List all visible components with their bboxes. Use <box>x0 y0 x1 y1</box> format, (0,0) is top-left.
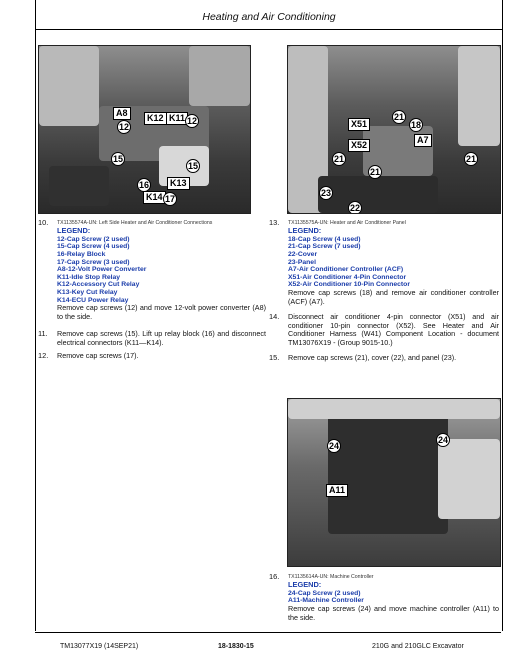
legend-item: K13-Key Cut Relay <box>57 288 118 296</box>
legend-item: 16-Relay Block <box>57 251 106 258</box>
legend-item: X51-Air Conditioner 4-Pin Connector <box>288 273 407 281</box>
header-frame <box>35 0 503 30</box>
callout-12-right: 12 <box>186 116 197 126</box>
callout-15-left: 15 <box>112 154 123 164</box>
legend-item: X52-Air Conditioner 10-Pin Connector <box>288 281 410 289</box>
legend-item: A7-Air Conditioner Controller (ACF) <box>288 266 404 274</box>
legend-title: LEGEND: <box>288 226 322 236</box>
callout-16: 16 <box>138 180 149 190</box>
callout-23: 23 <box>320 188 331 198</box>
step-number: 14. <box>269 312 280 321</box>
footer-rule <box>35 632 501 633</box>
callout-k12: K12 <box>144 112 167 125</box>
callout-21-top: 21 <box>393 112 404 122</box>
step-number: 11. <box>38 329 48 338</box>
legend-item: 23-Panel <box>288 258 316 266</box>
figure-caption: TX1135614A-UN: Machine Controller <box>288 574 374 580</box>
legend-item: A8-12-Volt Power Converter <box>57 266 147 274</box>
step-number: 10. <box>38 218 49 227</box>
callout-x52: X52 <box>348 139 370 152</box>
step-text: Remove cap screws (17). <box>57 351 139 360</box>
footer-page-number: 18-1830-15 <box>218 643 254 650</box>
legend-item: 18-Cap Screw (4 used) <box>288 235 361 243</box>
figure-machine-controller <box>287 398 501 567</box>
legend-item: 21-Cap Screw (7 used) <box>288 243 361 251</box>
step-text: Remove cap screws (18) and remove air conditioner controller (ACF) (A7). <box>288 287 499 306</box>
legend-item: 22-Cover <box>288 251 318 258</box>
figure-caption: TX1135574A-UN: Left Side Heater and Air Conditioner Connections <box>57 220 213 226</box>
figure-left-side-connections <box>38 45 251 214</box>
step-text: Remove cap screws (24) and move machine controller (A11) to the side. <box>288 604 499 622</box>
callout-24-right: 24 <box>437 435 448 445</box>
step-number: 16. <box>269 572 280 581</box>
callout-x51: X51 <box>348 118 370 131</box>
figure-ac-panel <box>287 45 501 214</box>
callout-21-bottom: 21 <box>369 167 380 177</box>
figure-caption: TX1135575A-UN: Heater and Air Conditioner Panel <box>288 220 406 226</box>
callout-k13: K13 <box>167 177 190 190</box>
step-number: 12. <box>38 351 49 360</box>
step-text: Remove cap screws (21), cover (22), and panel (23). <box>288 353 457 362</box>
footer-model: 210G and 210GLC Excavator <box>372 643 464 650</box>
callout-15-right: 15 <box>187 161 198 171</box>
legend-item: A11-Machine Controller <box>288 597 364 605</box>
legend-item: 12-Cap Screw (2 used) <box>57 235 130 243</box>
legend-item: K12-Accessory Cut Relay <box>57 281 140 289</box>
legend-item: K11-Idle Stop Relay <box>57 273 121 281</box>
legend-item: 24-Cap Screw (2 used) <box>288 589 361 597</box>
page-title: Heating and Air Conditioning <box>202 11 336 23</box>
callout-22: 22 <box>349 203 360 213</box>
callout-a7: A7 <box>414 134 432 147</box>
callout-12-left: 12 <box>118 122 129 132</box>
callout-k11: K11 <box>166 112 188 125</box>
step-text: Disconnect air conditioner 4-pin connector (X51) and air conditioner 10-pin connector (X52). See Heater and Air Conditioner Harness (W41) Component Location - document TM13076X19 - (Group 9015-10.) <box>288 312 499 347</box>
legend-item: 17-Cap Screw (3 used) <box>57 258 130 266</box>
step-text: Remove cap screws (12) and move 12-volt power converter (A8) to the side. <box>57 303 266 321</box>
legend-title: LEGEND: <box>288 580 322 590</box>
callout-k14: K14 <box>143 191 166 204</box>
legend-item: 15-Cap Screw (4 used) <box>57 243 130 251</box>
callout-21-right: 21 <box>465 154 476 164</box>
footer-doc-id: TM13077X19 (14SEP21) <box>60 643 139 650</box>
callout-a8: A8 <box>113 107 131 120</box>
legend-title: LEGEND: <box>57 226 91 236</box>
step-number: 13. <box>269 218 280 227</box>
step-text: Remove cap screws (15). Lift up relay block (16) and disconnect electrical connectors (K11—K14). <box>57 329 266 347</box>
callout-24-left: 24 <box>328 441 339 451</box>
legend-item: K14-ECU Power Relay <box>57 296 129 304</box>
callout-a11: A11 <box>326 484 348 497</box>
callout-18: 18 <box>410 120 421 130</box>
callout-17: 17 <box>164 194 175 204</box>
callout-21-left: 21 <box>333 154 344 164</box>
step-number: 15. <box>269 353 280 362</box>
